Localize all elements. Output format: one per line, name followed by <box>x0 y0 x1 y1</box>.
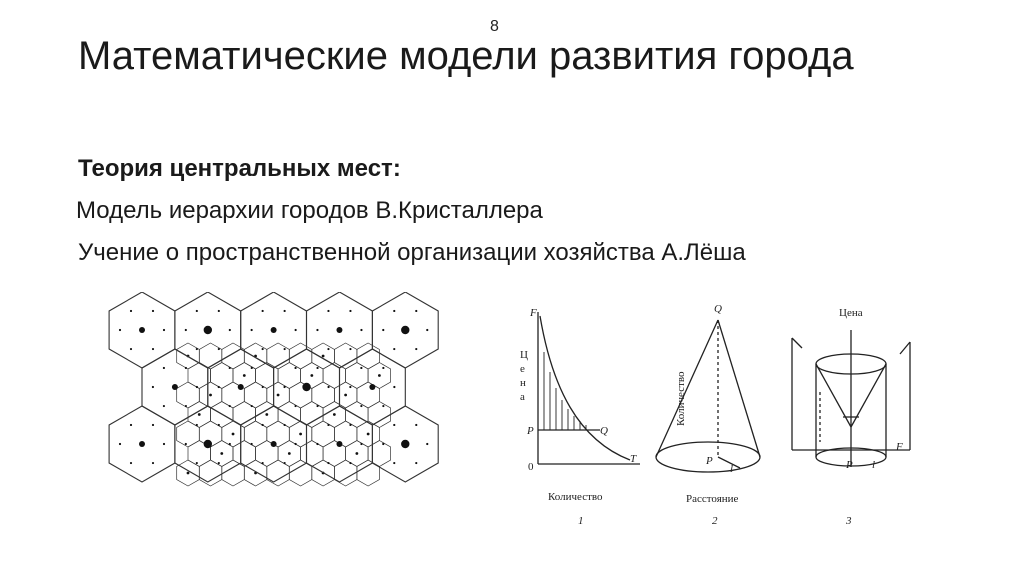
small-center-point <box>288 452 291 455</box>
small-hex-cell <box>368 402 391 428</box>
market-point <box>360 329 362 331</box>
panel1-ylabel-2: е <box>520 363 525 375</box>
market-point <box>196 310 198 312</box>
small-center-point <box>232 433 235 436</box>
market-point <box>349 386 351 388</box>
market-point <box>327 424 329 426</box>
market-point <box>327 310 329 312</box>
panel2-label-p: P <box>706 455 713 467</box>
panel2-ylabel: Количество <box>675 371 687 426</box>
panel2-label-q: Q <box>714 303 722 315</box>
market-point <box>382 443 384 445</box>
small-center-point <box>344 394 347 397</box>
panel1-label-p: P <box>527 425 534 437</box>
central-place-dot <box>336 441 342 447</box>
market-point <box>349 462 351 464</box>
market-point <box>152 348 154 350</box>
market-point <box>185 367 187 369</box>
market-point <box>316 329 318 331</box>
market-point <box>284 462 286 464</box>
market-point <box>316 443 318 445</box>
subtitle: Теория центральных мест: <box>78 155 401 182</box>
market-point <box>229 367 231 369</box>
market-point <box>262 424 264 426</box>
text-block <box>78 155 978 281</box>
market-point <box>196 424 198 426</box>
small-hex-cell <box>267 460 290 486</box>
small-hex-cell <box>368 441 391 467</box>
small-hex-cell <box>289 343 312 369</box>
small-hex-cell <box>334 343 357 369</box>
market-point <box>229 405 231 407</box>
market-point <box>262 348 264 350</box>
market-point <box>349 424 351 426</box>
market-point <box>251 443 253 445</box>
market-point <box>382 329 384 331</box>
market-point <box>415 310 417 312</box>
market-point <box>163 329 165 331</box>
market-point <box>163 367 165 369</box>
market-point <box>152 310 154 312</box>
market-point <box>152 462 154 464</box>
market-point <box>284 310 286 312</box>
market-point <box>349 348 351 350</box>
small-hex-cell <box>211 363 234 389</box>
market-point <box>327 386 329 388</box>
line-christaller: Модель иерархии городов В.Кристаллера <box>76 197 543 224</box>
panel1-demand-curve <box>540 316 630 460</box>
small-hex-cell <box>188 363 211 389</box>
market-point <box>382 405 384 407</box>
panel2-radius <box>718 457 740 468</box>
market-point <box>130 462 132 464</box>
market-point <box>218 386 220 388</box>
central-place-dot <box>369 384 375 390</box>
panel1-ylabel-1: Ц <box>520 349 528 361</box>
small-hex-cell <box>346 402 369 428</box>
central-place-dot <box>302 383 310 391</box>
small-hex-cell <box>267 421 290 447</box>
panel1-label-f: F <box>530 307 537 319</box>
central-place-dot <box>139 327 145 333</box>
market-point <box>130 348 132 350</box>
losch-diagrams <box>500 292 920 542</box>
market-point <box>185 443 187 445</box>
small-center-point <box>378 374 381 377</box>
small-hex-cell <box>177 382 200 408</box>
central-place-dot <box>271 327 277 333</box>
small-center-point <box>333 413 336 416</box>
market-point <box>349 310 351 312</box>
market-point <box>218 424 220 426</box>
market-point <box>360 443 362 445</box>
small-center-point <box>187 472 190 475</box>
small-center-point <box>220 452 223 455</box>
market-point <box>218 462 220 464</box>
market-point <box>229 329 231 331</box>
central-place-dot <box>204 440 212 448</box>
central-place-dot <box>271 441 277 447</box>
market-point <box>119 443 121 445</box>
panel1-xlabel: Количество <box>548 491 603 503</box>
market-point <box>284 424 286 426</box>
market-point <box>251 405 253 407</box>
market-point <box>316 367 318 369</box>
small-center-point <box>322 355 325 358</box>
market-point <box>262 386 264 388</box>
panel1-ylabel-4: а <box>520 391 525 403</box>
market-point <box>130 310 132 312</box>
market-point <box>393 424 395 426</box>
panel2-index: 2 <box>712 515 718 527</box>
panel1-label-q: Q <box>600 425 608 437</box>
panel3-index: 3 <box>846 515 852 527</box>
market-point <box>284 348 286 350</box>
small-center-point <box>243 374 246 377</box>
market-point <box>152 424 154 426</box>
panel3-label-f: F <box>896 441 903 453</box>
market-point <box>393 386 395 388</box>
panel2-cone-right <box>718 320 760 457</box>
panel2-label-l: l <box>730 463 734 475</box>
market-point <box>426 329 428 331</box>
market-point <box>130 424 132 426</box>
small-hex-cell <box>334 460 357 486</box>
market-point <box>360 367 362 369</box>
market-point <box>196 386 198 388</box>
market-point <box>262 310 264 312</box>
small-center-point <box>367 433 370 436</box>
small-hex-cell <box>357 460 380 486</box>
market-point <box>316 405 318 407</box>
market-point <box>229 443 231 445</box>
line-losch: Учение о пространственной организации хозяйства А.Лёша <box>78 239 746 266</box>
panel2-xlabel: Расстояние <box>686 493 739 505</box>
slide-number: 8 <box>490 18 499 35</box>
market-point <box>196 348 198 350</box>
small-hex-cell <box>278 363 301 389</box>
small-hex-cell <box>346 363 369 389</box>
market-point <box>327 462 329 464</box>
market-point <box>283 386 285 388</box>
market-point <box>294 405 296 407</box>
central-place-dot <box>401 440 409 448</box>
market-point <box>382 367 384 369</box>
central-place-dot <box>336 327 342 333</box>
christaller-hex-lattice <box>98 292 446 518</box>
market-point <box>119 329 121 331</box>
market-point <box>393 462 395 464</box>
small-center-point <box>209 394 212 397</box>
small-center-point <box>198 413 201 416</box>
market-point <box>295 329 297 331</box>
panel1-label-zero: 0 <box>528 461 534 473</box>
panel1-ylabel-3: н <box>520 377 526 389</box>
market-point <box>426 443 428 445</box>
market-point <box>163 405 165 407</box>
market-point <box>152 386 154 388</box>
panel1-index: 1 <box>578 515 584 527</box>
market-point <box>251 329 253 331</box>
small-center-point <box>310 374 313 377</box>
panel1-label-t: T <box>630 453 637 465</box>
small-hex-cell <box>312 421 335 447</box>
market-point <box>415 462 417 464</box>
market-point <box>415 348 417 350</box>
market-point <box>262 462 264 464</box>
panel3-label-p: P <box>846 459 853 471</box>
small-center-point <box>265 413 268 416</box>
small-hex-cell <box>244 382 266 408</box>
market-point <box>360 405 362 407</box>
market-point <box>196 462 198 464</box>
market-point <box>163 443 165 445</box>
market-point <box>218 348 220 350</box>
central-place-dot <box>172 384 178 390</box>
market-point <box>415 424 417 426</box>
panel3-label-l: l <box>872 459 876 471</box>
small-hex-cell <box>312 382 335 408</box>
panel3-toplabel: Цена <box>839 307 863 319</box>
small-hex-cell <box>301 441 324 467</box>
panel2-cone-left <box>656 320 718 457</box>
central-place-dot <box>401 326 409 334</box>
market-point <box>327 348 329 350</box>
market-point <box>295 443 297 445</box>
central-place-dot <box>238 384 244 390</box>
market-point <box>251 367 253 369</box>
small-center-point <box>355 452 358 455</box>
slide-title: Математические модели развития города <box>78 34 854 78</box>
small-center-point <box>299 433 302 436</box>
central-place-dot <box>139 441 145 447</box>
small-center-point <box>277 394 280 397</box>
market-point <box>294 367 296 369</box>
central-place-dot <box>204 326 212 334</box>
market-point <box>393 348 395 350</box>
market-point <box>218 310 220 312</box>
small-hex-cell <box>222 460 245 486</box>
small-hex-cell <box>357 382 380 408</box>
market-point <box>185 405 187 407</box>
small-hex-cell <box>256 363 279 389</box>
market-point <box>185 329 187 331</box>
market-point <box>393 310 395 312</box>
